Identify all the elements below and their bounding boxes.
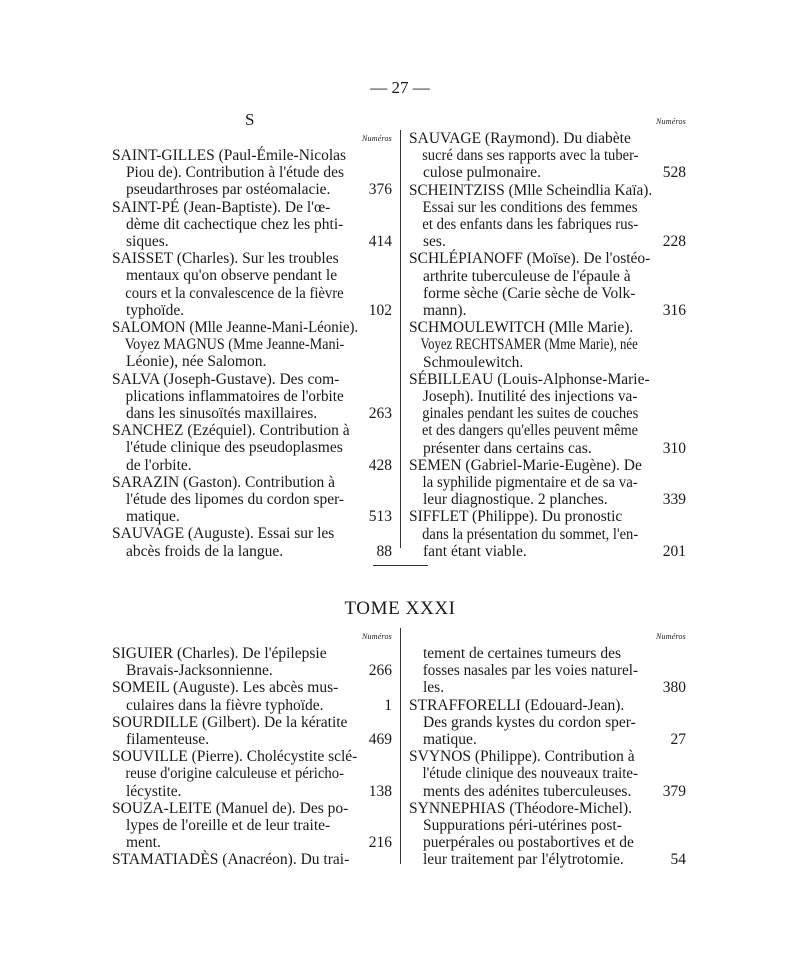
entry-title-line: de l'orbite.: [126, 456, 192, 474]
index-entry: [409, 182, 686, 251]
entry-title-line: l'étude des lipomes du cordon sper-: [125, 491, 345, 509]
entry-page-number: 310: [662, 439, 686, 457]
entry-title-line: ments des adénites tuberculeuses.: [423, 782, 632, 800]
index-entry: [409, 457, 686, 509]
entry-title-line: reuse d'origine calculeuse et péricho-: [125, 765, 345, 783]
entry-title-line: Joseph). Inutilité des injections va-: [422, 388, 638, 406]
entry-title-line: lécystite.: [126, 782, 182, 800]
entry-title-line: lypes de l'oreille et de leur traite-: [126, 817, 331, 835]
entry-author-line: SVYNOS (Philippe). Contribution à: [409, 748, 635, 766]
entry-title-line: et des enfants dans les fabriques rus-: [422, 216, 639, 234]
entry-title-line: matique.: [126, 508, 180, 526]
entry-page-number: 54: [670, 851, 686, 869]
entry-page-number: 339: [662, 491, 686, 509]
entry-page-number: 469: [368, 731, 392, 749]
left-column: [112, 628, 392, 869]
entry-author-line: SALOMON (Mlle Jeanne-Mani-Léonie).: [112, 319, 359, 337]
column-divider: [400, 628, 401, 864]
page-number: — 27 —: [370, 78, 430, 97]
entry-title-line: leur traitement par l'élytrotomie.: [423, 851, 624, 869]
entry-title-line: l'étude clinique des nouveaux traite-: [422, 765, 638, 783]
entry-page-number: 376: [368, 181, 392, 199]
index-entry: [409, 508, 686, 560]
index-entry: [409, 748, 686, 800]
entry-title-line: filamenteuse.: [126, 731, 210, 749]
entry-title-line: cours et la convalescence de la fièvre: [125, 284, 344, 302]
index-entry: [112, 679, 392, 713]
entry-title-line: sucré dans ses rapports avec la tuber-: [422, 147, 639, 165]
right-column: [409, 628, 686, 869]
entry-page-number: 263: [368, 405, 392, 423]
entry-author-line: SANCHEZ (Ezéquiel). Contribution à: [112, 422, 350, 440]
numeros-header: Numéros: [362, 134, 392, 143]
column-divider: [400, 130, 401, 548]
index-entry: [112, 645, 392, 679]
entry-author-line: SOUZA-LEITE (Manuel de). Des po-: [112, 799, 349, 817]
index-entry: [409, 250, 686, 319]
entry-title-line: pseudarthroses par ostéomalacie.: [126, 181, 331, 199]
entry-author-line: SAISSET (Charles). Sur les troubles: [112, 250, 339, 268]
entry-title-line: Voyez MAGNUS (Mme Jeanne-Mani-: [124, 336, 345, 354]
entry-title-line: siques.: [126, 233, 169, 251]
index-entry: [112, 147, 392, 199]
entry-title-line: puerpérales ou postabortives et de: [423, 834, 634, 852]
entry-page-number: 513: [368, 508, 392, 526]
entry-title-line: dème dit cachectique chez les phti-: [126, 215, 344, 233]
entry-author-line: SCHMOULEWITCH (Mlle Marie).: [409, 319, 634, 337]
entry-page-number: 1: [384, 696, 392, 714]
section-letter: S: [245, 110, 255, 129]
tome-heading: TOME XXXI: [344, 598, 456, 619]
entry-page-number: 27: [670, 731, 686, 749]
entry-author-line: SCHLÉPIANOFF (Moïse). De l'ostéo-: [409, 250, 651, 268]
entry-author-line: SARAZIN (Gaston). Contribution à: [112, 473, 336, 491]
index-entry: [112, 525, 392, 559]
index-entry: [112, 851, 392, 868]
index-entry: [112, 422, 392, 474]
entry-author-line: SIGUIER (Charles). De l'épilepsie: [112, 645, 327, 662]
entry-page-number: 88: [376, 542, 392, 560]
entry-title-line: les.: [423, 679, 445, 697]
entry-page-number: 379: [662, 782, 686, 800]
entry-title-line: culaires dans la fièvre typhoïde.: [126, 696, 324, 714]
entry-title-line: abcès froids de la langue.: [126, 542, 284, 560]
right-column: [409, 113, 686, 560]
entry-page-number: 138: [368, 782, 392, 800]
entry-author-line: SAINT-GILLES (Paul-Émile-Nicolas: [112, 147, 347, 164]
index-entry: [112, 800, 392, 852]
entry-title-line: fant étant viable.: [423, 542, 527, 560]
index-entry: [409, 645, 686, 697]
entry-author-line: SAINT-PÉ (Jean-Baptiste). De l'œ-: [112, 198, 331, 216]
entry-title-line: leur diagnostique. 2 planches.: [423, 491, 608, 509]
entry-author-line: STAMATIADÈS (Anacréon). Du trai-: [112, 851, 350, 869]
entry-title-line: Schmoulewitch.: [423, 353, 524, 371]
entry-author-line: SYNNEPHIAS (Théodore-Michel).: [409, 799, 632, 817]
entry-author-line: SCHEINTZISS (Mlle Scheindlia Kaïa).: [409, 181, 653, 199]
entry-title-line: ginales pendant les suites de couches: [422, 405, 639, 423]
entry-page-number: 216: [368, 834, 392, 852]
entry-title-line: mann).: [423, 302, 467, 320]
index-entry: [112, 199, 392, 251]
entry-title-line: mentaux qu'on observe pendant le: [126, 267, 338, 285]
entry-title-line: Essai sur les conditions des femmes: [422, 198, 638, 216]
index-entry: [409, 800, 686, 869]
index-entry: [409, 130, 686, 182]
index-block-2: [0, 628, 800, 868]
numeros-header: Numéros: [362, 632, 392, 641]
index-entry: [409, 319, 686, 371]
entry-author-line: STRAFFORELLI (Edouard-Jean).: [409, 696, 625, 714]
entry-page-number: 266: [368, 662, 392, 680]
index-entry: [112, 748, 392, 800]
entry-page-number: 380: [662, 679, 686, 697]
entry-author-line: SOURDILLE (Gilbert). De la kératite: [112, 713, 348, 731]
entry-title-line: ment.: [126, 834, 161, 852]
index-entry: [112, 371, 392, 423]
entry-page-number: 201: [662, 542, 686, 560]
entry-page-number: 228: [662, 233, 686, 251]
entry-title-line: dans la présentation du sommet, l'en-: [422, 525, 639, 543]
entry-page-number: 428: [368, 456, 392, 474]
entry-author-line: SEMEN (Gabriel-Marie-Eugène). De: [409, 456, 642, 474]
index-block-1: [0, 117, 800, 560]
entry-title-line: l'étude clinique des pseudoplasmes: [126, 439, 343, 457]
numeros-header: Numéros: [656, 117, 686, 126]
entry-title-line: tement de certaines tumeurs des: [423, 645, 621, 662]
entry-title-line: typhoïde.: [126, 301, 185, 319]
entry-author-line: SAUVAGE (Auguste). Essai sur les: [112, 525, 335, 543]
entry-title-line: Voyez RECHTSAMER (Mme Marie), née: [420, 336, 638, 354]
index-entry: [112, 250, 392, 319]
index-entry: [112, 319, 392, 371]
entry-title-line: et des dangers qu'elles peuvent même: [421, 422, 639, 440]
numeros-header: Numéros: [656, 632, 686, 641]
entry-title-line: matique.: [423, 731, 477, 749]
entry-title-line: Léonie), née Salomon.: [126, 353, 267, 371]
entry-author-line: SÉBILLEAU (Louis-Alphonse-Marie-: [409, 370, 650, 388]
entry-title-line: Des grands kystes du cordon sper-: [423, 713, 636, 731]
entry-title-line: Piou de). Contribution à l'étude des: [125, 164, 344, 182]
entry-page-number: 316: [662, 302, 686, 320]
index-entry: [409, 697, 686, 749]
entry-title-line: dans les sinusoïtés maxillaires.: [126, 405, 318, 423]
left-column: [112, 130, 392, 560]
entry-author-line: SOMEIL (Auguste). Les abcès mus-: [112, 679, 339, 697]
index-entry: [409, 371, 686, 457]
entry-author-line: SALVA (Joseph-Gustave). Des com-: [112, 370, 340, 388]
index-entry: [112, 714, 392, 748]
entry-author-line: SIFFLET (Philippe). Du pronostic: [409, 508, 623, 526]
entry-title-line: la syphilide pigmentaire et de sa va-: [422, 474, 638, 492]
entry-title-line: Bravais-Jacksonnienne.: [126, 662, 273, 680]
entry-page-number: 528: [662, 164, 686, 182]
entry-title-line: ses.: [423, 233, 446, 251]
entry-title-line: plications inflammatoires de l'orbite: [125, 387, 344, 405]
entry-page-number: 102: [368, 301, 392, 319]
entry-author-line: SOUVILLE (Pierre). Cholécystite sclé-: [112, 748, 358, 766]
entry-title-line: Suppurations péri-utérines post-: [423, 817, 622, 835]
entry-title-line: forme sèche (Carie sèche de Volk-: [423, 284, 636, 302]
entry-author-line: SAUVAGE (Raymond). Du diabète: [409, 130, 631, 147]
entry-page-number: 414: [368, 233, 392, 251]
entry-title-line: présenter dans certains cas.: [423, 439, 592, 457]
entry-title-line: fosses nasales par les voies naturel-: [422, 662, 639, 680]
index-entry: [112, 474, 392, 526]
entry-title-line: arthrite tuberculeuse de l'épaule à: [423, 267, 631, 285]
separator-rule: [373, 565, 428, 566]
entry-title-line: culose pulmonaire.: [423, 164, 541, 182]
